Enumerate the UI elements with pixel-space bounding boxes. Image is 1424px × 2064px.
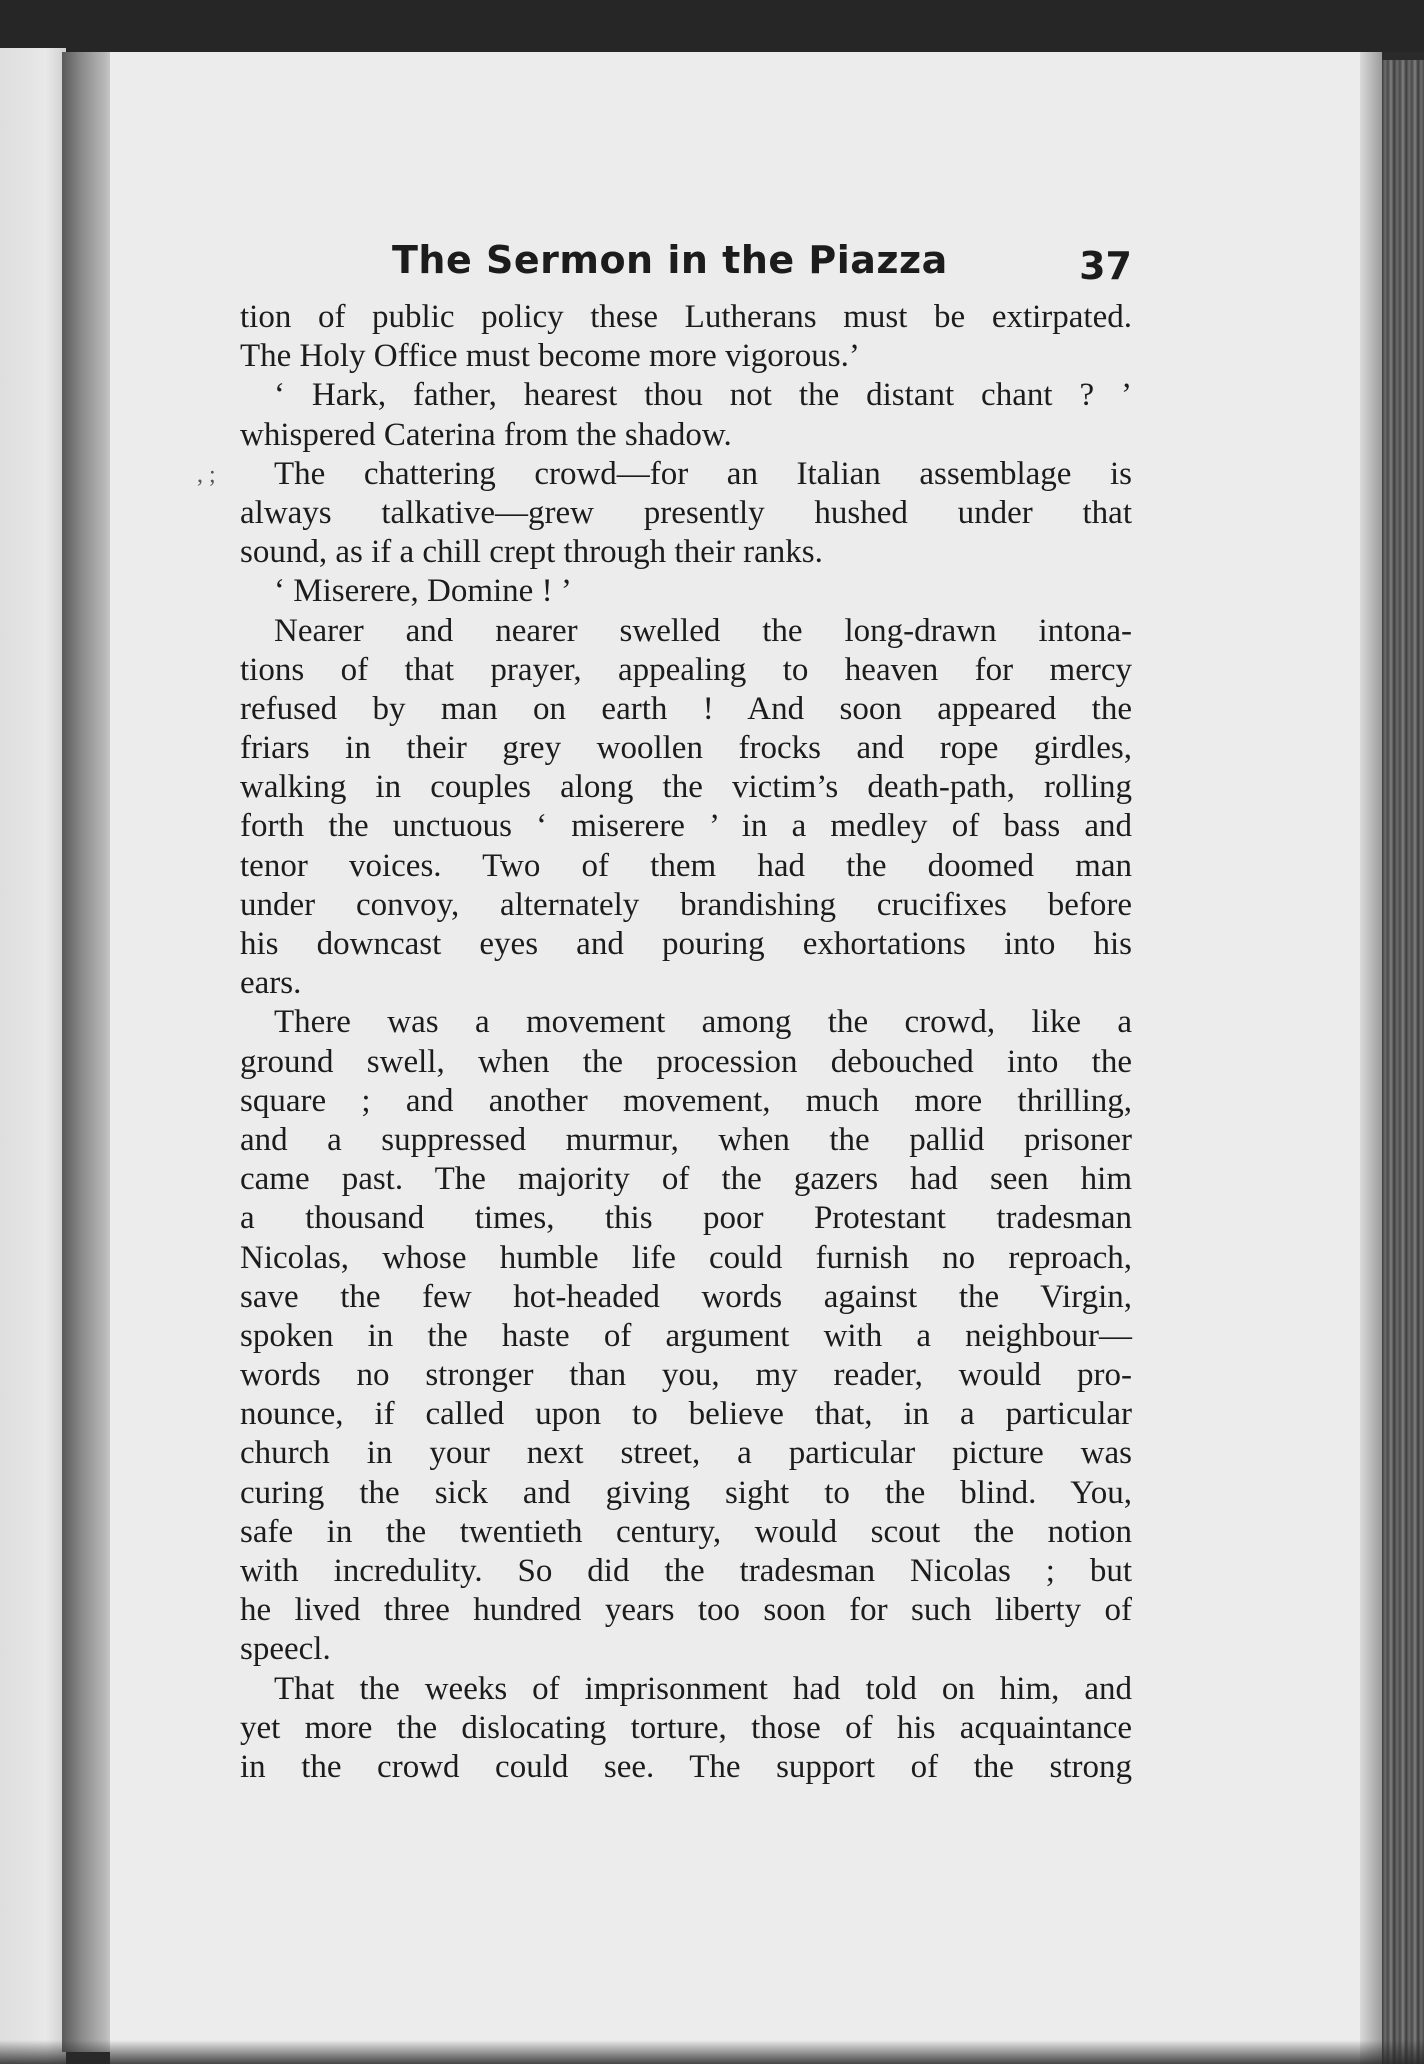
text-line: church in your next street, a particular picture was — [240, 1435, 1132, 1472]
text-line: words no stronger than you, my reader, would pro- — [240, 1357, 1132, 1394]
scan-bottom-shadow — [0, 2040, 1424, 2064]
text-line: The Holy Office must become more vigorous.’ — [240, 338, 860, 375]
text-line: tions of that prayer, appealing to heaven for mercy — [240, 651, 1132, 688]
book-block-edge — [1382, 60, 1424, 2064]
text-line: his downcast eyes and pouring exhortations into his — [240, 926, 1132, 962]
text-line: forth the unctuous ‘ miserere ’ in a medley of bass and — [240, 808, 1132, 845]
text-line: and a suppressed murmur, when the pallid prisoner — [240, 1121, 1132, 1158]
text-line: spoken in the haste of argument with a neighbour— — [240, 1317, 1132, 1354]
text-line: tenor voices. Two of them had the doomed man — [240, 847, 1132, 884]
text-line: The chattering crowd—for an Italian assemblage is — [274, 455, 1132, 492]
page-number: 37 — [1079, 244, 1132, 288]
text-line: Nicolas, whose humble life could furnish no reproach, — [240, 1239, 1132, 1276]
page-fore-edge — [1360, 52, 1382, 2064]
scan-background — [0, 0, 1424, 52]
text-line: save the few hot-headed words against the Virgin, — [240, 1278, 1132, 1315]
text-line: came past. The majority of the gazers had seen him — [240, 1161, 1132, 1198]
text-line: ears. — [240, 965, 302, 1002]
text-line: friars in their grey woollen frocks and rope girdles, — [240, 730, 1132, 767]
stray-margin-mark: , ; — [197, 462, 216, 488]
text-line: That the weeks of imprisonment had told on him, and — [274, 1670, 1132, 1707]
text-line: in the crowd could see. The support of the strong — [240, 1748, 1132, 1785]
running-head — [240, 236, 1132, 298]
text-line: ‘ Miserere, Domine ! ’ — [274, 573, 572, 610]
text-line: safe in the twentieth century, would scout the notion — [240, 1513, 1132, 1550]
text-line: whispered Caterina from the shadow. — [240, 416, 732, 453]
text-line: yet more the dislocating torture, those of his acquaintance — [240, 1709, 1132, 1746]
text-line: walking in couples along the victim’s death-path, rolling — [240, 769, 1132, 806]
body-text — [240, 298, 1132, 1787]
text-line: nounce, if called upon to believe that, in a particular — [240, 1396, 1132, 1433]
text-line: Nearer and nearer swelled the long-drawn intona- — [274, 612, 1132, 649]
text-line: a thousand times, this poor Protestant tradesman — [240, 1200, 1132, 1237]
text-line: speecl. — [240, 1631, 331, 1668]
facing-page-edge — [0, 48, 66, 2064]
text-line: There was a movement among the crowd, like a — [274, 1004, 1132, 1041]
text-line: he lived three hundred years too soon for such liberty of — [240, 1592, 1132, 1629]
text-line: refused by man on earth ! And soon appeared the — [240, 690, 1132, 727]
text-line: curing the sick and giving sight to the blind. You, — [240, 1474, 1132, 1511]
text-line: always talkative—grew presently hushed under that — [240, 494, 1132, 531]
text-line: sound, as if a chill crept through their ranks. — [240, 534, 823, 571]
running-head-title: The Sermon in the Piazza — [392, 238, 948, 282]
page-text-block — [240, 236, 1132, 1787]
text-line: ‘ Hark, father, hearest thou not the distant chant ? ’ — [274, 377, 1132, 414]
text-line: under convoy, alternately brandishing crucifixes before — [240, 886, 1132, 923]
text-line: with incredulity. So did the tradesman Nicolas ; but — [240, 1553, 1132, 1589]
text-line: ground swell, when the procession debouched into the — [240, 1043, 1132, 1080]
text-line: square ; and another movement, much more thrilling, — [240, 1082, 1132, 1119]
text-line: tion of public policy these Lutherans must be extirpated. — [240, 299, 1132, 335]
